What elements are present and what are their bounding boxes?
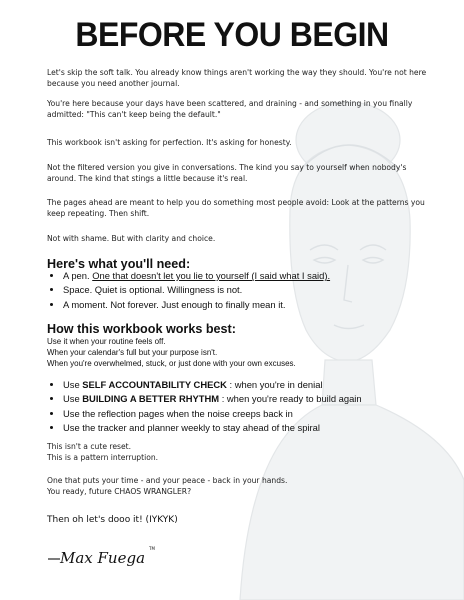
how-item-accountability-pre: Use — [63, 379, 83, 390]
signature-trademark: TM — [149, 546, 155, 551]
signature-image — [46, 537, 166, 577]
closing-line: Then oh let's dooo it! (IYKYK) — [47, 515, 178, 525]
intro-paragraph-1: Let's skip the soft talk. You already know things aren't working the way they should. You're not here because you need another journal. — [47, 68, 427, 88]
outro-line-1: This isn't a cute reset. — [47, 442, 132, 451]
intro-paragraph-2: You're here because your days have been scattered, and draining - and something in you finally admitted: "This can't keep being the default." — [47, 99, 413, 119]
how-item-accountability-post: : when you're in denial — [226, 379, 323, 390]
need-item-pen — [63, 269, 443, 283]
need-item-space: • Space. Quiet is optional. Willingness is not. — [63, 283, 443, 297]
how-line-3: When you're overwhelmed, stuck, or just done with your own excuses. — [47, 359, 296, 368]
page-title: BEFORE YOU BEGIN — [75, 14, 389, 54]
signature-text: Max Fuega — [60, 549, 146, 567]
intro-paragraph-5: The pages ahead are meant to help you do something most people avoid: Look at the patterns you keep repeating. Then shift. — [47, 198, 425, 218]
how-line-2: When your calendar's full but your purpose isn't. — [47, 348, 218, 357]
need-list — [49, 269, 443, 312]
intro-paragraph-4: Not the filtered version you give in conversations. The kind you say to yourself when nobody's around. The kind that stings a little because it's real. — [47, 163, 407, 183]
outro-line-4: You ready, future CHAOS WRANGLER? — [47, 487, 192, 496]
how-list — [49, 378, 443, 436]
need-item-moment: • A moment. Not forever. Just enough to finally mean it. — [63, 298, 443, 312]
need-item-pen-underlined: One that doesn't let you lie to yourself (I said what I said). — [92, 270, 331, 281]
how-item-reflection: • Use the reflection pages when the noise creeps back in — [63, 407, 443, 421]
how-item-rhythm-bold: BUILDING A BETTER RHYTHM — [82, 393, 220, 405]
how-heading: How this workbook works best: — [47, 322, 236, 336]
how-item-accountability — [63, 378, 443, 392]
intro-paragraph-3: This workbook isn't asking for perfection. It's asking for honesty. — [47, 138, 292, 147]
how-item-rhythm-post: : when you're ready to build again — [219, 393, 362, 405]
how-line-1: Use it when your routine feels off. — [47, 337, 166, 346]
how-item-accountability-bold: SELF ACCOUNTABILITY CHECK — [82, 379, 227, 390]
need-item-pen-text: A pen. — [63, 270, 93, 281]
how-item-rhythm-pre: Use — [63, 393, 83, 405]
outro-line-3: One that puts your time - and your peace - back in your hands. — [47, 476, 288, 485]
how-item-rhythm — [63, 392, 443, 406]
outro-line-2: This is a pattern interruption. — [47, 453, 159, 462]
need-heading: Here's what you'll need: — [47, 257, 191, 271]
how-item-tracker: • Use the tracker and planner weekly to stay ahead of the spiral — [63, 421, 443, 435]
intro-paragraph-6: Not with shame. But with clarity and choice. — [47, 234, 216, 243]
